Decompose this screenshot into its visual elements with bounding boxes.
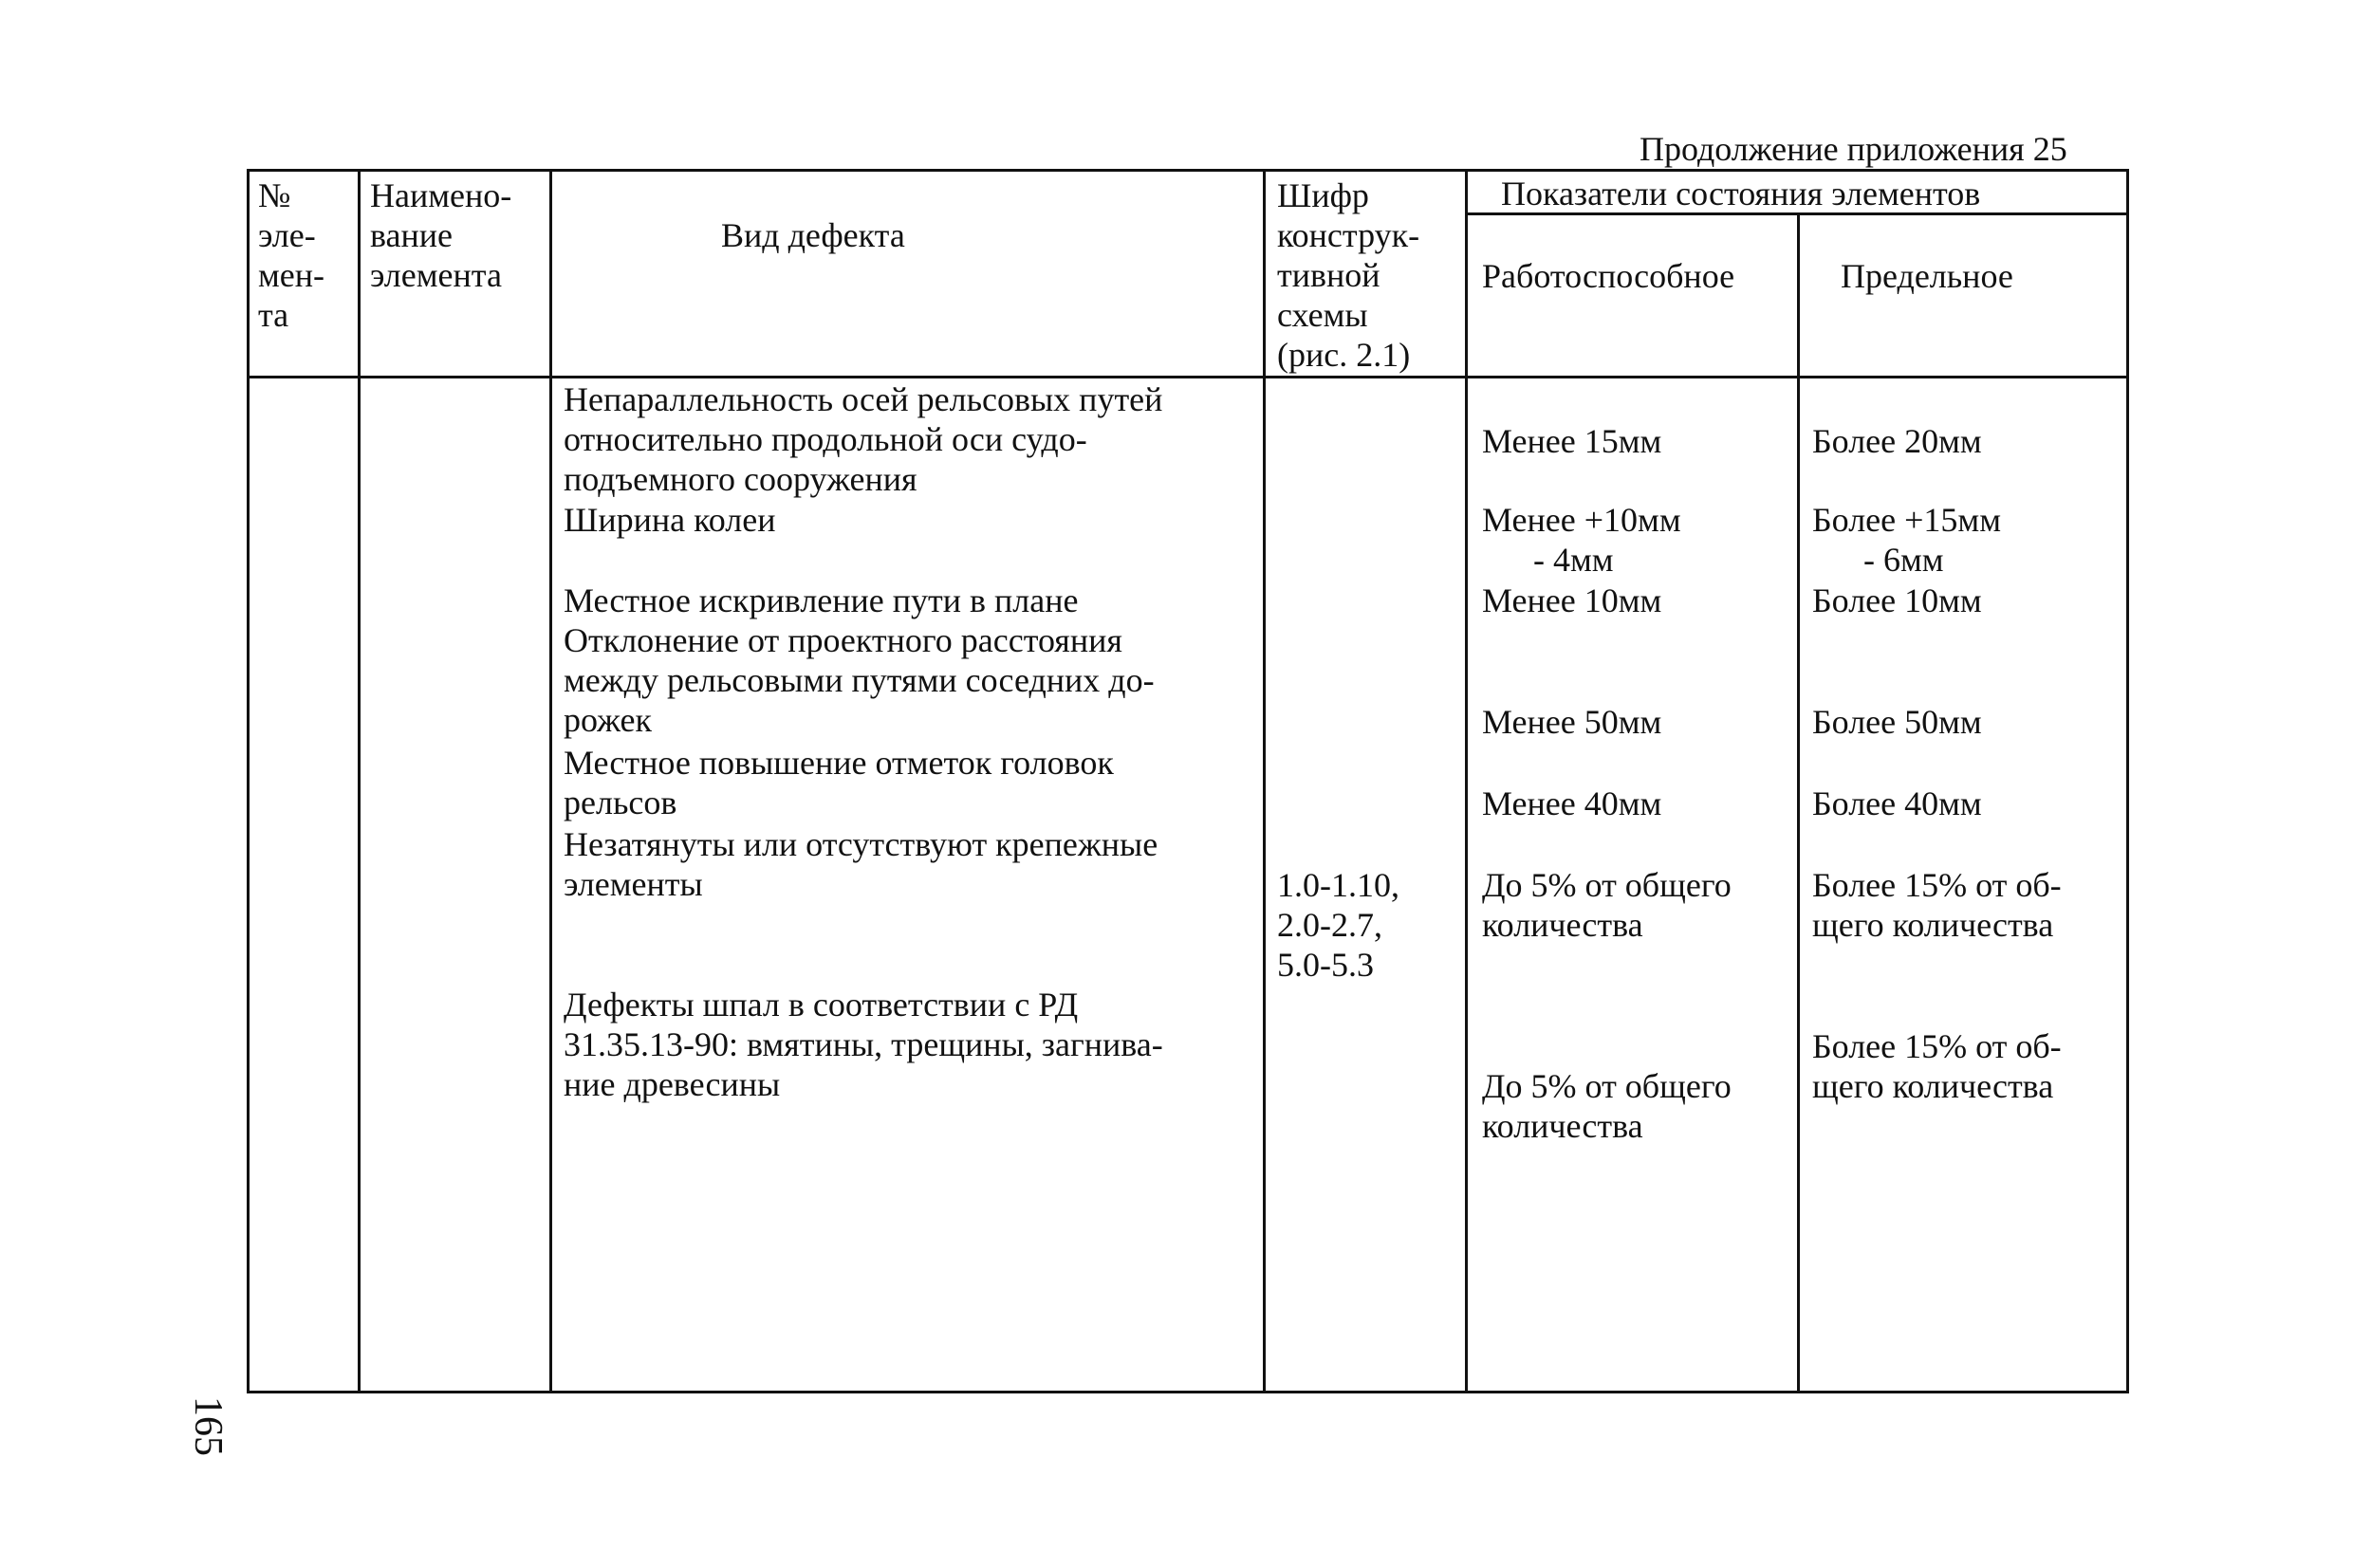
defect-text: Ширина колеи bbox=[564, 501, 776, 539]
table-header-divider bbox=[247, 376, 2129, 378]
header-element-number: № эле- мен- та bbox=[258, 176, 325, 334]
defect-text: Дефекты шпал в соответствии с РД 31.35.13-90: вмятины, трещины, загнива- ние древесины bbox=[564, 986, 1163, 1103]
table-border-bottom bbox=[247, 1391, 2129, 1393]
defect-text: Местное искривление пути в плане bbox=[564, 581, 1079, 619]
defect-text: Непараллельность осей рельсовых путей относительно продольной оси судо- подъемного сооружения bbox=[564, 380, 1163, 498]
working-value: Менее 10мм bbox=[1482, 581, 1662, 619]
code-value: 1.0-1.10, 2.0-2.7, 5.0-5.3 bbox=[1277, 866, 1399, 984]
col-divider-3 bbox=[1263, 169, 1266, 1393]
limit-value: Более 20мм bbox=[1812, 422, 1982, 460]
col-divider-5 bbox=[1797, 212, 1800, 1393]
col-divider-1 bbox=[358, 169, 361, 1393]
working-value: Менее 50мм bbox=[1482, 703, 1662, 741]
working-value: До 5% от общего количества bbox=[1482, 866, 1732, 944]
limit-value: Более 50мм bbox=[1812, 703, 1982, 741]
defect-text: Отклонение от проектного расстояния между рельсовыми путями соседних до- рожек bbox=[564, 621, 1155, 739]
header-working-state: Работоспособное bbox=[1482, 257, 1735, 295]
appendix-caption: Продолжение приложения 25 bbox=[1640, 130, 2067, 168]
col-border-left bbox=[247, 169, 250, 1393]
header-limit-state: Предельное bbox=[1841, 257, 2013, 295]
working-value: Менее +10мм - 4мм bbox=[1482, 501, 1681, 579]
header-element-name: Наимено- вание элемента bbox=[370, 176, 512, 294]
limit-value: Более 40мм bbox=[1812, 784, 1982, 822]
limit-value: Более +15мм - 6мм bbox=[1812, 501, 2001, 579]
working-value: Менее 40мм bbox=[1482, 784, 1662, 822]
working-value: До 5% от общего количества bbox=[1482, 1067, 1732, 1145]
col-divider-4 bbox=[1465, 169, 1468, 1393]
col-divider-2 bbox=[549, 169, 552, 1393]
col-border-right bbox=[2126, 169, 2129, 1393]
working-value: Менее 15мм bbox=[1482, 422, 1662, 460]
limit-value: Более 15% от об- щего количества bbox=[1812, 1027, 2062, 1105]
header-code: Шифр конструк- тивной схемы (рис. 2.1) bbox=[1277, 176, 1420, 374]
defect-text: Местное повышение отметок головок рельсов bbox=[564, 744, 1114, 821]
limit-value: Более 15% от об- щего количества bbox=[1812, 866, 2062, 944]
header-defect-type: Вид дефекта bbox=[721, 216, 905, 254]
defect-text: Незатянуты или отсутствуют крепежные элементы bbox=[564, 825, 1158, 903]
table-border-top bbox=[247, 169, 2129, 172]
limit-value: Более 10мм bbox=[1812, 581, 1982, 619]
page-number: 165 bbox=[186, 1396, 230, 1456]
header-indicators: Показатели состояния элементов bbox=[1501, 175, 1981, 212]
